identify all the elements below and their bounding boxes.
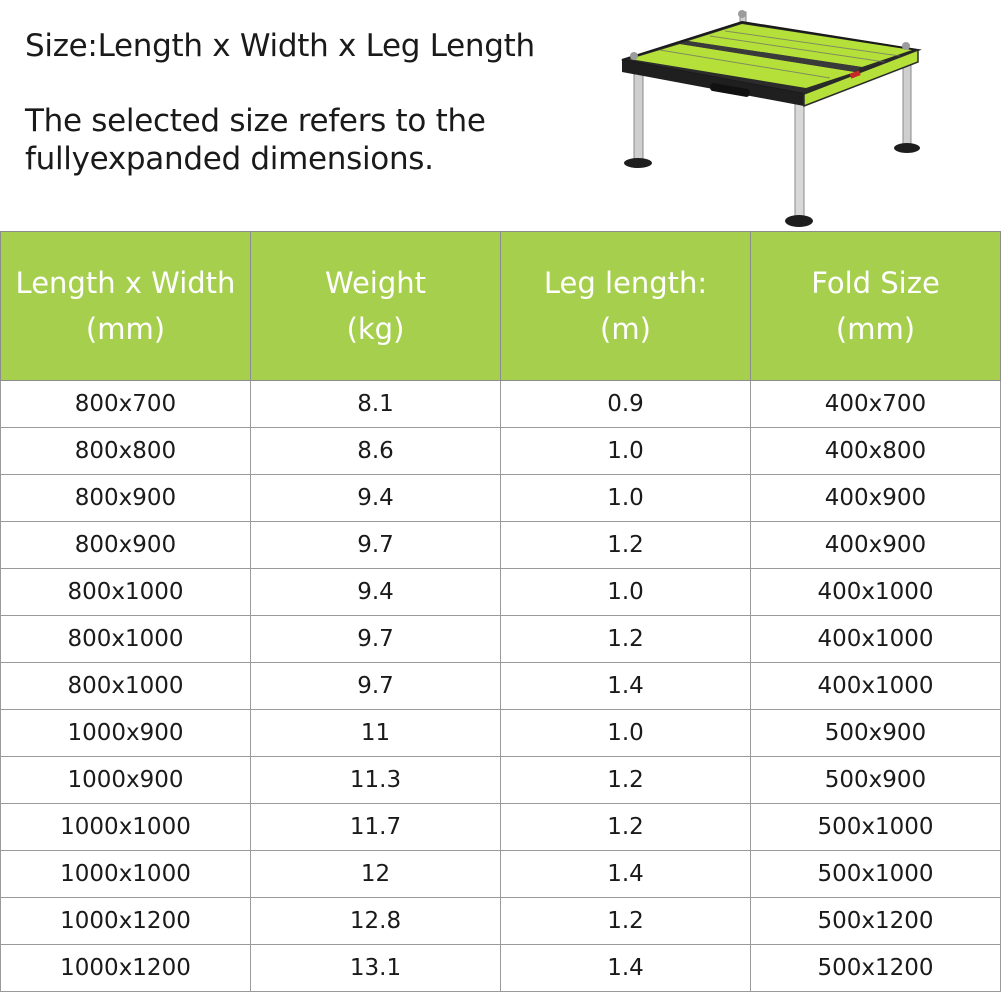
table-row [1, 710, 1001, 757]
cell-leg-length: 1.4 [501, 663, 751, 710]
header-weight [251, 232, 501, 381]
table-row [1, 475, 1001, 522]
cell-weight: 8.1 [251, 381, 501, 428]
intro-text [25, 26, 585, 178]
table-row [1, 804, 1001, 851]
cell-fold-size: 400x900 [751, 475, 1001, 522]
cell-weight: 12.8 [251, 898, 501, 945]
header-unit: (m) [600, 312, 651, 346]
table-row [1, 428, 1001, 475]
cell-weight: 9.4 [251, 475, 501, 522]
cell-leg-length: 1.0 [501, 569, 751, 616]
size-spec-table [0, 231, 1001, 992]
folding-fishing-platform-icon [600, 2, 930, 230]
size-note: The selected size refers to the fullyexpanded dimensions. [25, 103, 486, 177]
cell-weight: 11 [251, 710, 501, 757]
cell-length-width: 800x800 [1, 428, 251, 475]
header-label: Leg length: [543, 266, 708, 300]
cell-weight: 11.3 [251, 757, 501, 804]
header-unit: (mm) [85, 312, 166, 346]
cell-weight: 9.7 [251, 616, 501, 663]
cell-length-width: 1000x1200 [1, 898, 251, 945]
cell-fold-size: 400x900 [751, 522, 1001, 569]
cell-length-width: 1000x1200 [1, 945, 251, 992]
cell-fold-size: 400x1000 [751, 663, 1001, 710]
header-unit: (mm) [835, 312, 916, 346]
table-row [1, 898, 1001, 945]
cell-weight: 9.7 [251, 663, 501, 710]
cell-fold-size: 500x900 [751, 757, 1001, 804]
cell-fold-size: 500x1200 [751, 898, 1001, 945]
cell-fold-size: 500x1000 [751, 804, 1001, 851]
cell-length-width: 800x1000 [1, 616, 251, 663]
table-row [1, 851, 1001, 898]
header-fold-size [751, 232, 1001, 381]
cell-leg-length: 1.4 [501, 851, 751, 898]
cell-fold-size: 400x1000 [751, 569, 1001, 616]
cell-length-width: 800x1000 [1, 663, 251, 710]
cell-length-width: 1000x900 [1, 757, 251, 804]
cell-weight: 11.7 [251, 804, 501, 851]
header-label: Fold Size [811, 266, 940, 300]
cell-leg-length: 1.2 [501, 757, 751, 804]
cell-weight: 9.7 [251, 522, 501, 569]
table-row [1, 569, 1001, 616]
cell-weight: 13.1 [251, 945, 501, 992]
cell-fold-size: 400x1000 [751, 616, 1001, 663]
cell-weight: 12 [251, 851, 501, 898]
cell-leg-length: 0.9 [501, 381, 751, 428]
header-length-width [1, 232, 251, 381]
cell-leg-length: 1.2 [501, 898, 751, 945]
cell-length-width: 800x900 [1, 475, 251, 522]
cell-leg-length: 1.4 [501, 945, 751, 992]
table-row [1, 663, 1001, 710]
table-row [1, 522, 1001, 569]
table-header-row [1, 232, 1001, 381]
cell-weight: 8.6 [251, 428, 501, 475]
cell-leg-length: 1.2 [501, 616, 751, 663]
cell-length-width: 1000x1000 [1, 804, 251, 851]
cell-leg-length: 1.0 [501, 475, 751, 522]
cell-length-width: 800x900 [1, 522, 251, 569]
cell-fold-size: 500x900 [751, 710, 1001, 757]
cell-length-width: 1000x1000 [1, 851, 251, 898]
cell-fold-size: 500x1000 [751, 851, 1001, 898]
cell-leg-length: 1.0 [501, 428, 751, 475]
cell-fold-size: 500x1200 [751, 945, 1001, 992]
table-row [1, 757, 1001, 804]
cell-length-width: 1000x900 [1, 710, 251, 757]
header-unit: (kg) [346, 312, 405, 346]
table-row [1, 381, 1001, 428]
size-format-caption: Size:Length x Width x Leg Length [25, 28, 535, 64]
cell-length-width: 800x700 [1, 381, 251, 428]
table-row [1, 616, 1001, 663]
header-leg-length [501, 232, 751, 381]
table-row [1, 945, 1001, 992]
header-label: Length x Width [15, 266, 236, 300]
header-label: Weight [324, 266, 427, 300]
cell-weight: 9.4 [251, 569, 501, 616]
cell-fold-size: 400x700 [751, 381, 1001, 428]
cell-fold-size: 400x800 [751, 428, 1001, 475]
cell-leg-length: 1.2 [501, 804, 751, 851]
cell-length-width: 800x1000 [1, 569, 251, 616]
cell-leg-length: 1.0 [501, 710, 751, 757]
cell-leg-length: 1.2 [501, 522, 751, 569]
